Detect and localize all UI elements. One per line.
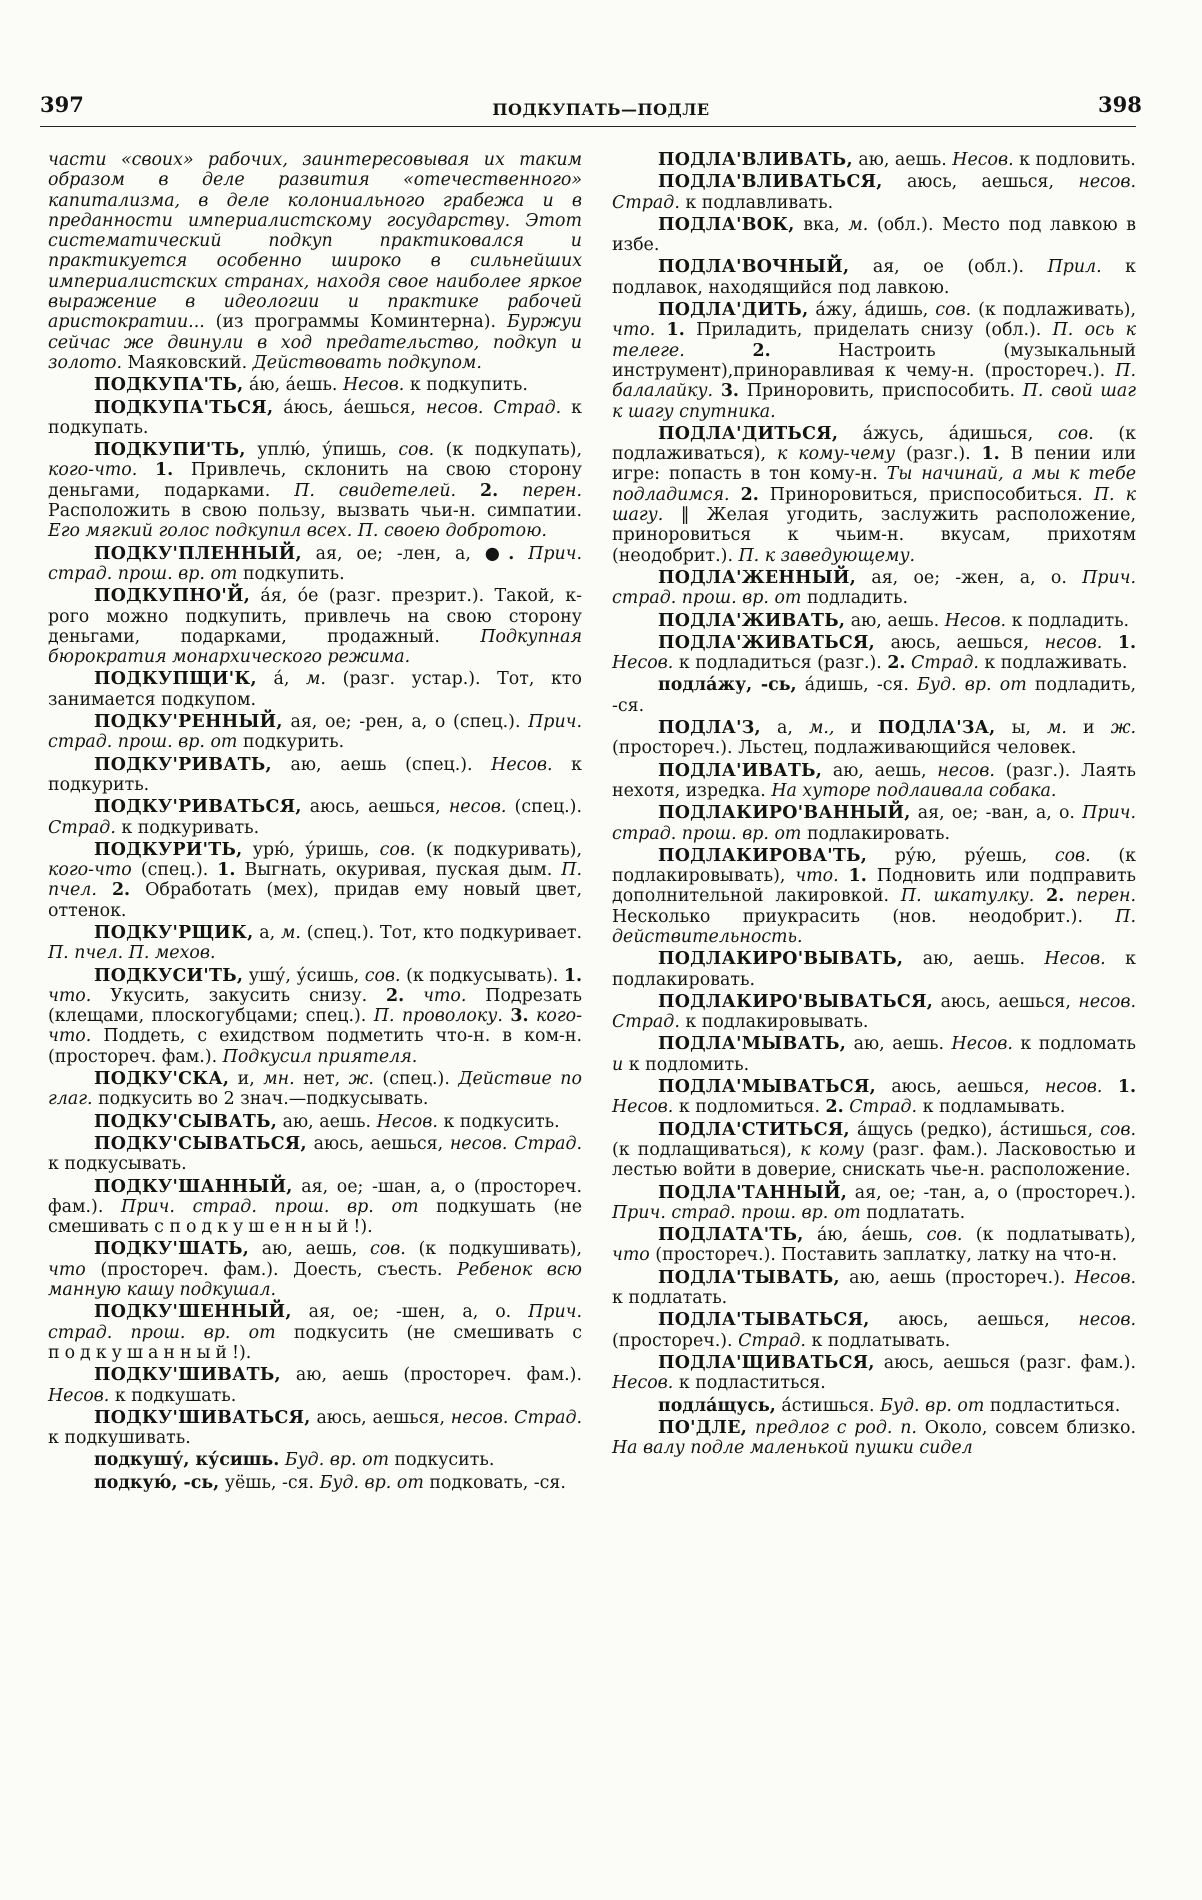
dictionary-entry: ПОДКУ'СЫВАТЬ, аю, аешь. Несов. к подкусить. xyxy=(94,1111,560,1132)
dictionary-entry: ПОДКУПИ'ТЬ, уплю́, у́пишь, сов. (к подкупать), кого-что. 1. Привлечь, склонить на свою сторону деньгами, подарками. П. свидетелей. 2. перен. Расположить в свою пользу, вызвать чьи-н. симпатии. Его мягкий голос подкупил всех. П. своею добротою. xyxy=(48,440,583,542)
dictionary-entry: части «своих» рабочих, заинтересовывая их таким образом в деле развития «отечественного» капитализма, в деле колониального грабежа и в преданности империалистскому государству. Этот систематический подкуп практиковался и практикуется особенно широко в сильнейших империалистских странах, находя свое наиболее яркое выражение в идеологии и практике рабочей аристократии... (из программы Коминтерна). Буржуи сейчас же двинули в ход предательство, подкуп и золото. Маяковский. Действовать подкупом. xyxy=(48,150,582,373)
dictionary-entry: ПОДЛА'ВЛИВАТЬ, аю, аешь. Несов. к подловить. xyxy=(658,150,1136,170)
header-rule xyxy=(40,126,1136,127)
right-column xyxy=(612,150,1136,1460)
dictionary-entry: ПОДЛА'ТЫВАТЬСЯ, аюсь, аешься, несов. (простореч.). Страд. к подлатывать. xyxy=(612,1310,1136,1351)
dictionary-entry: ПОДКУ'ШАННЫЙ, ая, ое; -шан, а, о (простореч. фам.). Прич. страд. прош. вр. от подкушать (не смешивать с подкушенный!). xyxy=(48,1176,582,1238)
dictionary-entry: ПОДЛА'ТАННЫЙ, ая, ое; -тан, а, о (простореч.). Прич. страд. прош. вр. от подлатать. xyxy=(612,1182,1136,1223)
dictionary-entry: ПОДЛА'ЖЕННЫЙ, ая, ое; -жен, а, о. Прич. страд. прош. вр. от подладить. xyxy=(612,567,1136,609)
dictionary-entry: ПОДКУРИ'ТЬ, урю́, у́ришь, сов. (к подкуривать), кого-что (спец.). 1. Выгнать, окуривая, пуская дым. П. пчел. 2. Обработать (мех), придав ему новый цвет, оттенок. xyxy=(48,839,583,921)
dictionary-entry: подла́щусь, а́стишься. Буд. вр. от подластиться. xyxy=(658,1395,1121,1416)
dictionary-entry: ПО'ДЛЕ, предлог с род. п. Около, совсем близко. На валу подле маленькой пушки сидел xyxy=(612,1417,1137,1459)
dictionary-entry: ПОДКУПА'ТЬ, а́ю, а́ешь. Несов. к подкупить. xyxy=(94,375,528,396)
dictionary-entry: ПОДКУСИ'ТЬ, ушу́, у́сишь, сов. (к подкусывать). 1. что. Укусить, закусить снизу. 2. что. Подрезать (клещами, плоскогубцами; спец.). П. проволоку. 3. кого-что. Поддеть, с ехидством подметить что-н. в ком-н. (простореч. фам.). Подкусил приятеля. xyxy=(48,965,583,1067)
dictionary-entry: ПОДЛА'ДИТЬСЯ, а́жусь, а́дишься, сов. (к подлаживаться), к кому-чему (разг.). 1. В пении или игре: попасть в тон кому-н. Ты начинай, а мы к тебе подладимся. 2. Приноровиться, приспособиться. П. к шагу. ‖ Желая угодить, заслужить расположение, приноровиться к чьим-н. вкусам, прихотям (неодобрит.). П. к заведующему. xyxy=(612,423,1137,566)
dictionary-entry: ПОДКУ'ПЛЕННЫЙ, ая, ое; -лен, а, ●. Прич. страд. прош. вр. от подкупить. xyxy=(48,543,583,584)
dictionary-entry: ПОДЛАКИРО'ВЫВАТЬСЯ, аюсь, аешься, несов. Страд. к подлакировывать. xyxy=(612,991,1136,1033)
dictionary-entry: ПОДЛА'ВОК, вка, м. (обл.). Место под лавкою в избе. xyxy=(612,214,1136,256)
dictionary-entry: ПОДЛАКИРО'ВЫВАТЬ, аю, аешь. Несов. к подлакировать. xyxy=(612,949,1136,990)
dictionary-entry: ПОДЛА'СТИТЬСЯ, а́щусь (редко), а́стишься, сов. (к подлащиваться), к кому (разг. фам.). Ласковостью и лестью войти в доверие, снискать чье-н. расположение. xyxy=(612,1119,1136,1181)
dictionary-entry: ПОДКУ'РИВАТЬ, аю, аешь (спец.). Несов. к подкурить. xyxy=(48,754,582,795)
running-header xyxy=(0,88,1202,128)
dictionary-entry: ПОДЛАКИРО'ВАННЫЙ, ая, ое; -ван, а, о. Прич. страд. прош. вр. от подлакировать. xyxy=(612,803,1136,844)
dictionary-entry: ПОДЛАТА'ТЬ, а́ю, а́ешь, сов. (к подлатывать), что (простореч.). Поставить заплатку, латку на что-н. xyxy=(612,1225,1136,1266)
dictionary-entry: ПОДКУ'ШАТЬ, аю, аешь, сов. (к подкушивать), что (простореч. фам.). Доесть, съесть. Ребенок всю манную кашу подкушал. xyxy=(48,1239,582,1301)
dictionary-entry: подла́жу, -сь, а́дишь, -ся. Буд. вр. от подладить, -ся. xyxy=(612,675,1137,716)
page-number-right: 398 xyxy=(1098,92,1142,117)
page-number-left: 397 xyxy=(40,92,84,117)
dictionary-entry: ПОДЛА'ЖИВАТЬ, аю, аешь. Несов. к подладить. xyxy=(658,610,1130,631)
dictionary-entry: ПОДКУПНО'Й, а́я, о́е (разг. презрит.). Такой, к-рого можно подкупить, привлечь на свою сторону деньгами, подарками, продажный. Подкупная бюрократия монархического режима. xyxy=(48,586,582,668)
dictionary-entry: ПОДКУ'РЩИК, а, м. (спец.). Тот, кто подкуривает. П. пчел. П. мехов. xyxy=(48,922,583,964)
dictionary-entry: ПОДЛАКИРОВА'ТЬ, ру́ю, ру́ешь, сов. (к подлакировывать), что. 1. Подновить или подправить дополнительной лакировкой. П. шкатулку. 2. перен. Несколько приукрасить (нов. неодобрит.). П. действительность. xyxy=(612,845,1137,947)
dictionary-entry: ПОДЛА'ТЫВАТЬ, аю, аешь (простореч.). Несов. к подлатать. xyxy=(612,1267,1136,1309)
dictionary-entry: ПОДКУ'СКА, и, мн. нет, ж. (спец.). Действие по глаг. подкусить во 2 знач.—подкусывать. xyxy=(48,1069,582,1110)
dictionary-entry: ПОДКУПЩИ'К, а́, м. (разг. устар.). Тот, кто занимается подкупом. xyxy=(48,669,582,710)
dictionary-entry: ПОДЛА'ВЛИВАТЬСЯ, аюсь, аешься, несов. Страд. к подлавливать. xyxy=(612,172,1136,213)
dictionary-entry: ПОДКУ'СЫВАТЬСЯ, аюсь, аешься, несов. Страд. к подкусывать. xyxy=(48,1133,582,1175)
dictionary-entry: ПОДЛА'МЫВАТЬСЯ, аюсь, аешься, несов. 1. Несов. к подломиться. 2. Страд. к подламывать. xyxy=(612,1077,1136,1118)
dictionary-entry: ПОДЛА'ДИТЬ, а́жу, а́дишь, сов. (к подлаживать), что. 1. Приладить, приделать снизу (обл.). П. ось к телеге. 2. Настроить (музыкальный инструмент),приноравливая к чему-н. (простореч.). П. балалайку. 3. Приноровить, приспособить. П. свой шаг к шагу спутника. xyxy=(612,300,1137,422)
dictionary-entry: ПОДЛА'З, а, м., и ПОДЛА'ЗА, ы, м. и ж. (простореч.). Льстец, подлаживающийся человек. xyxy=(612,718,1136,759)
dictionary-entry: ПОДКУПА'ТЬСЯ, а́юсь, а́ешься, несов. Страд. к подкупать. xyxy=(48,397,583,438)
dictionary-entry: ПОДКУ'РЕННЫЙ, ая, ое; -рен, а, о (спец.). Прич. страд. прош. вр. от подкурить. xyxy=(48,712,582,753)
left-column xyxy=(48,150,582,1495)
dictionary-entry: подкушу́, ку́сишь. Буд. вр. от подкусить. xyxy=(94,1450,495,1471)
dictionary-entry: ПОДЛА'ВОЧНЫЙ, ая, ое (обл.). Прил. к подлавок, находящийся под лавкою. xyxy=(612,257,1136,298)
dictionary-entry: ПОДЛА'МЫВАТЬ, аю, аешь. Несов. к подломать и к подломить. xyxy=(612,1034,1136,1075)
dictionary-entry: ПОДКУ'ШИВАТЬ, аю, аешь (простореч. фам.). Несов. к подкушать. xyxy=(48,1365,582,1406)
dictionary-entry: подкую́, -сь, уёшь, -ся. Буд. вр. от подковать, -ся. xyxy=(94,1472,566,1493)
running-title: ПОДКУПАТЬ—ПОДЛЕ xyxy=(492,100,710,119)
dictionary-entry: ПОДКУ'РИВАТЬСЯ, аюсь, аешься, несов. (спец.). Страд. к подкуривать. xyxy=(48,797,582,838)
dictionary-entry: ПОДЛА'ИВАТЬ, аю, аешь, несов. (разг.). Лаять нехотя, изредка. На хуторе подлаивала собака. xyxy=(612,760,1136,801)
dictionary-entry: ПОДКУ'ШИВАТЬСЯ, аюсь, аешься, несов. Страд. к подкушивать. xyxy=(48,1407,582,1449)
dictionary-entry: ПОДКУ'ШЕННЫЙ, ая, ое; -шен, а, о. Прич. страд. прош. вр. от подкусить (не смешивать с подкушанный!). xyxy=(48,1302,583,1363)
dictionary-entry: ПОДЛА'ЩИВАТЬСЯ, аюсь, аешься (разг. фам.). Несов. к подластиться. xyxy=(612,1352,1136,1394)
dictionary-entry: ПОДЛА'ЖИВАТЬСЯ, аюсь, аешься, несов. 1. Несов. к подладиться (разг.). 2. Страд. к подлаживать. xyxy=(612,632,1136,674)
